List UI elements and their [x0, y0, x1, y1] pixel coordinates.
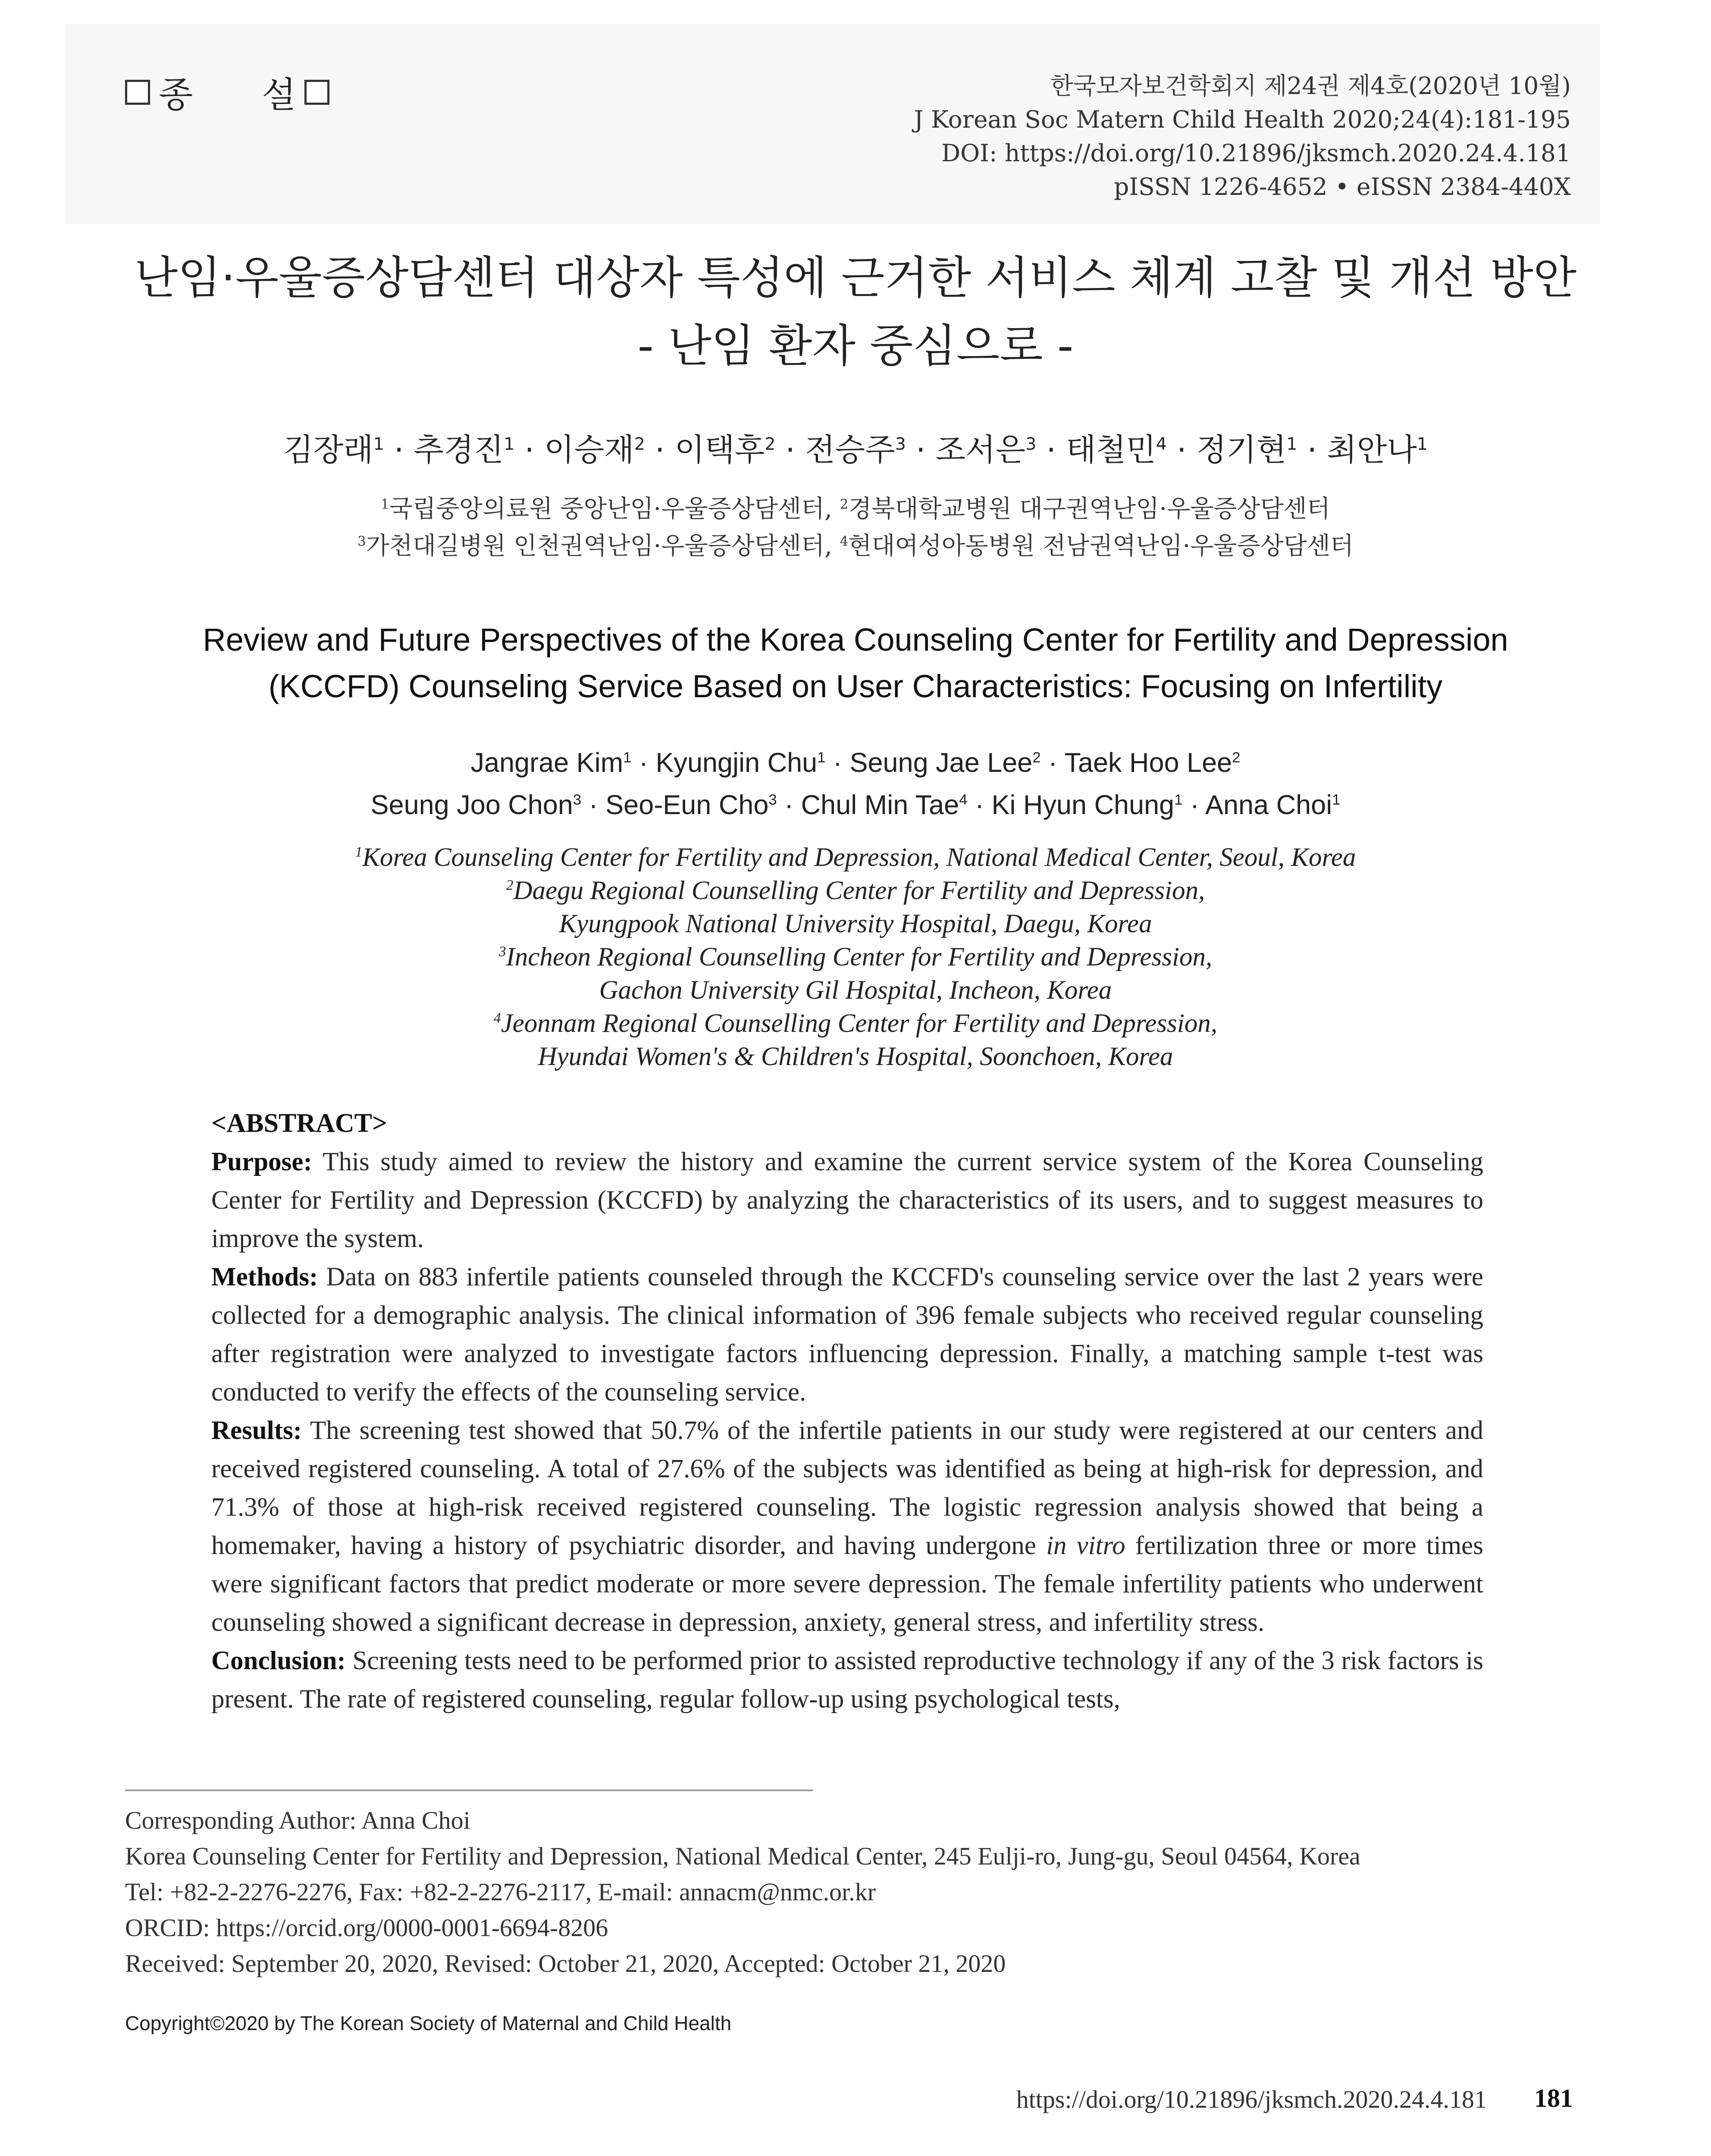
english-title-line-1: Review and Future Perspectives of the Korea Counseling Center for Fertility and Depression — [203, 622, 1508, 658]
open-square-icon — [304, 80, 329, 105]
korean-affiliation-line-2: $^3$가천대길병원 인천권역난임·우울증상담센터, $^4$현대여성아동병원 전남권역난임·우울증상담센터 — [357, 532, 1354, 560]
section-tag — [125, 67, 329, 117]
journal-name-ko: 한국모자보건학회지 제24권 제4호(2020년 10월) — [1050, 72, 1571, 100]
author-separator: · — [825, 748, 850, 778]
manuscript-dates: Received: September 20, 2020, Revised: October 21, 2020, Accepted: October 21, 2020 — [125, 1949, 1006, 1977]
author-name: Kyungjin Chu$^1$ — [655, 748, 826, 778]
author-separator: · — [906, 432, 936, 468]
english-authors-line-2 — [65, 784, 1646, 826]
corresponding-contact: Tel: +82-2-2276-2276, Fax: +82-2-2276-2117, E-mail: annacm@nmc.or.kr — [125, 1878, 876, 1906]
korean-affiliation-line-1: $^1$국립중앙의료원 중앙난임·우울증상담센터, $^2$경북대학교병원 대구권역난임·우울증상담센터 — [381, 495, 1330, 523]
english-title-line-2: (KCCFD) Counseling Service Based on User Characteristics: Focusing on Infertility — [268, 668, 1443, 704]
korean-title-line-2: - 난임 환자 중심으로 - — [637, 320, 1074, 372]
abstract-body — [211, 1143, 1483, 1718]
author-name: 이택후$^2$ — [674, 432, 776, 468]
author-name: Seung Joo Chon$^3$ — [370, 790, 582, 820]
korean-authors — [65, 425, 1646, 470]
abstract-heading: <ABSTRACT> — [211, 1109, 388, 1138]
author-name: Anna Choi$^1$ — [1205, 790, 1341, 820]
footnote-divider — [125, 1789, 813, 1791]
author-separator: · — [1166, 432, 1197, 468]
author-separator: · — [1297, 432, 1327, 468]
author-separator: · — [777, 790, 801, 820]
page-number: 181 — [1534, 2084, 1573, 2112]
author-name: Ki Hyun Chung$^1$ — [991, 790, 1183, 820]
journal-info — [914, 69, 1571, 204]
abstract-methods: Methods: Data on 883 infertile patients counseled through the KCCFD's counseling service over the last 2 years were collected for a demographic analysis. The clinical information of 396 female subjects who received regular counseling after registration were analyzed to investigate factors influencing depression. Finally, a matching sample t-test was conducted to verify the effects of the counseling service. — [211, 1263, 1483, 1407]
copyright-notice: Copyright©2020 by The Korean Society of Maternal and Child Health — [125, 2012, 732, 2034]
author-name: 태철민$^4$ — [1066, 432, 1167, 468]
author-name: Seo-Eun Cho$^3$ — [605, 790, 777, 820]
english-affiliation-line: Kyungpook National University Hospital, Daegu, Korea — [559, 909, 1152, 938]
author-separator: · — [1040, 748, 1065, 778]
journal-issn: pISSN 1226-4652 • eISSN 2384-440X — [1114, 173, 1571, 201]
abstract-purpose: Purpose: This study aimed to review the history and examine the current service system of the Korea Counseling Center for Fertility and Depression (KCCFD) by analyzing the characteristics of its users, and to suggest measures to improve the system. — [211, 1147, 1483, 1253]
english-affiliation-line: $^1$Korea Counseling Center for Fertility and Depression, National Medical Center, Seoul, Korea — [355, 843, 1356, 872]
author-name: 추경진$^1$ — [414, 432, 515, 468]
author-name: Chul Min Tae$^4$ — [801, 790, 968, 820]
author-separator: · — [967, 790, 992, 820]
author-name: Jangrae Kim$^1$ — [470, 748, 632, 778]
author-name: 조서은$^3$ — [935, 432, 1037, 468]
journal-citation: J Korean Soc Matern Child Health 2020;24(4):181-195 — [914, 106, 1571, 133]
english-affiliations — [65, 841, 1646, 1073]
author-name: Taek Hoo Lee$^2$ — [1064, 748, 1241, 778]
korean-affiliations — [65, 491, 1646, 565]
korean-title-line-1: 난임·우울증상담센터 대상자 특성에 근거한 서비스 체계 고찰 및 개선 방안 — [134, 251, 1577, 304]
abstract-results: Results: The screening test showed that 50.7% of the infertile patients in our study were registered at our centers and received registered counseling. A total of 27.6% of the subjects was identified as being at high-risk for depression, and 71.3% of those at high-risk received registered counseling. The logistic regression analysis showed that being a homemaker, having a history of psychiatric disorder, and having undergone in vitro fertilization three or more times were significant factors that predict moderate or more severe depression. The female infertility patients who underwent counseling showed a significant decrease in depression, anxiety, general stress, and infertility stress. — [211, 1416, 1483, 1637]
footer-doi-link[interactable]: https://doi.org/10.21896/jksmch.2020.24.4.181 — [1016, 2085, 1487, 2113]
author-name: 전승주$^3$ — [805, 432, 906, 468]
corresponding-orcid[interactable]: ORCID: https://orcid.org/0000-0001-6694-8206 — [125, 1914, 608, 1942]
korean-title — [65, 244, 1646, 380]
corresponding-author: Corresponding Author: Anna Choi — [125, 1806, 470, 1834]
author-separator: · — [514, 432, 545, 468]
english-title — [65, 617, 1646, 710]
author-separator: · — [645, 432, 675, 468]
open-square-icon — [125, 80, 150, 105]
author-separator: · — [1036, 432, 1066, 468]
author-separator: · — [631, 748, 656, 778]
english-authors — [65, 742, 1646, 826]
author-name: 이승재$^2$ — [544, 432, 645, 468]
corresponding-address: Korea Counseling Center for Fertility and Depression, National Medical Center, 245 Eulji-ro, Jung-gu, Seoul 04564, Korea — [125, 1842, 1360, 1870]
journal-doi[interactable]: DOI: https://doi.org/10.21896/jksmch.2020.24.4.181 — [941, 139, 1571, 167]
author-separator: · — [775, 432, 805, 468]
english-affiliation-line: $^4$Jeonnam Regional Counselling Center for Fertility and Depression, — [493, 1009, 1218, 1038]
abstract-conclusion: Conclusion: Screening tests need to be performed prior to assisted reproductive technology if any of the 3 risk factors is present. The rate of registered counseling, regular follow-up using psychological tests, — [211, 1646, 1483, 1714]
english-affiliation-line: $^3$Incheon Regional Counselling Center for Fertility and Depression, — [498, 943, 1213, 971]
author-separator: · — [1182, 790, 1205, 820]
english-authors-line-1 — [65, 742, 1646, 784]
english-affiliation-line: Gachon University Gil Hospital, Incheon, Korea — [599, 976, 1112, 1005]
author-name: 최안나$^1$ — [1327, 432, 1428, 468]
author-separator: · — [581, 790, 606, 820]
section-tag-char-2: 설 — [262, 75, 296, 116]
correspondence-block — [125, 1802, 1360, 1981]
author-name: Seung Jae Lee$^2$ — [849, 748, 1041, 778]
section-tag-char-1: 종 — [159, 75, 193, 116]
english-affiliation-line: $^2$Daegu Regional Counselling Center for Fertility and Depression, — [506, 876, 1205, 905]
author-name: 정기현$^1$ — [1196, 432, 1297, 468]
author-separator: · — [384, 432, 414, 468]
author-name: 김장래$^1$ — [283, 432, 384, 468]
english-affiliation-line: Hyundai Women's & Children's Hospital, Soonchoen, Korea — [538, 1042, 1173, 1071]
